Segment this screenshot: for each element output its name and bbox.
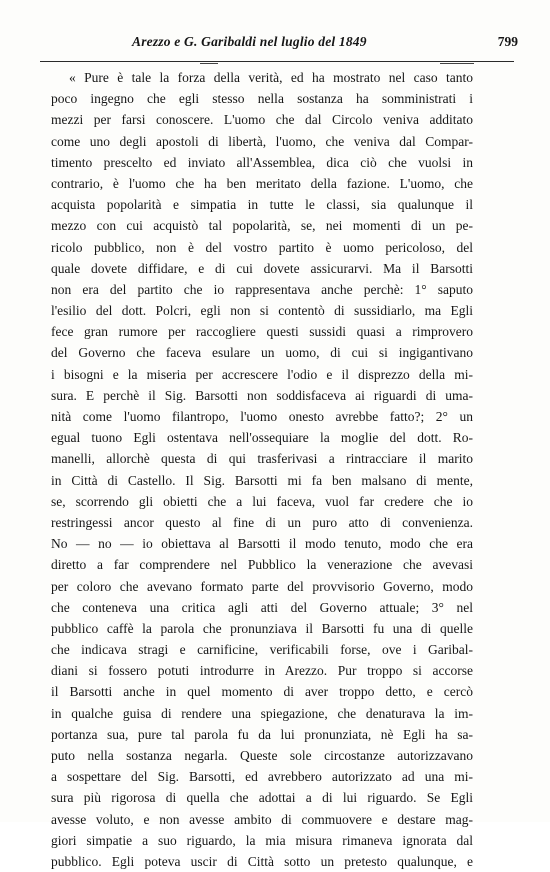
header-rule-mark (200, 63, 218, 64)
text-line: ricolo pubblico, non è del vostro partito è uomo pericoloso, del (51, 239, 473, 255)
text-line: giori simpatie a suo riguardo, la mia misura rimaneva ignorata dal (51, 832, 473, 848)
text-line: contrario, è l'uomo che ha ben meritato della fazione. L'uomo, che (51, 175, 473, 191)
text-line: puto nella sostanza negarla. Queste sole circostanze autorizzavano (51, 748, 473, 763)
text-line: sura. E perchè il Sig. Barsotti non soddisfaceva ai riguardi di uma- (51, 387, 473, 403)
text-line: l'esilio del dott. Polcri, egli non si contentò di sussidiarlo, ma Egli (51, 303, 473, 319)
text-line: che indicava stragi e carnificine, verificabili forse, ove i Garibal- (51, 642, 473, 658)
text-line: in Città di Castello. Il Sig. Barsotti mi fa ben malsano di mente, (51, 472, 473, 488)
text-line: sura più rigorosa di quella che adottai a di lui riguardo. Se Egli (51, 790, 473, 806)
text-line: timento prescelto ed inviato all'Assemblea, dica ciò che vuolsi in (51, 154, 473, 170)
text-line: avesse voluto, e non avesse ambito di commuovere e destare mag- (51, 811, 473, 827)
text-line: No — no — io obiettava al Barsotti il modo tenuto, modo che era (51, 536, 473, 552)
text-line: i bisogni e la miseria per accrescere l'odio e il disprezzo della mi- (51, 366, 473, 382)
text-line: in qualche guisa di rendere una spiegazione, che denaturava la im- (51, 705, 473, 721)
text-line: mezzo con cui acquistò tal popolarità, se, nei momenti di un pe- (51, 218, 473, 234)
text-line: come uno degli apostoli di libertà, l'uomo, che veniva dal Compar- (51, 133, 473, 149)
text-line: restringessi ancor questo al fine di un puro atto di convenienza. (51, 514, 473, 530)
page-number: 799 (497, 34, 518, 49)
text-line: diretto a far comprendere nel Pubblico la venerazione che avevasi (51, 557, 473, 573)
text-line: non era del partito che io rappresentava anche perchè: 1° saputo (51, 281, 473, 297)
text-line: diani si fossero potuti introdurre in Arezzo. Pur troppo si accorse (51, 663, 473, 679)
text-line: manelli, allorchè questa di qui trasferivasi a rintracciare il marito (51, 451, 473, 467)
running-head: Arezzo e G. Garibaldi nel luglio del 1849 (132, 34, 367, 49)
text-line: se, scorrendo gli obietti che a lui faceva, vuol far credere che io (51, 493, 473, 509)
text-line: mezzi per farsi conoscere. L'uomo che dal Circolo veniva additato (51, 112, 473, 128)
text-line: quale dovete diffidare, e di cui dovete assicurarvi. Ma il Barsotti (51, 260, 473, 276)
text-line: acquista popolarità e simpatia in tutte le classi, sia qualunque il (51, 197, 473, 213)
text-line: poco ingegno che egli stesso nella sostanza ha somministrati i (51, 91, 473, 107)
text-line: il Barsotti anche in quel momento di aver troppo detto, e cercò (51, 684, 473, 700)
text-line: che conteneva una critica agli atti del Governo attuale; 3° nel (51, 599, 473, 615)
text-line: fece gran rumore per raccogliere questi sussidi quasi a rimprovero (51, 324, 473, 340)
text-line: egual tuono Egli ostentava nell'ossequiare la moglie del dott. Ro- (51, 430, 473, 446)
text-line: pubblico. Egli poteva uscir di Città sotto un pretesto qualunque, e (51, 853, 473, 869)
text-line: per coloro che avevano formato parte del provvisorio Governo, modo (51, 578, 473, 594)
page-header (40, 34, 520, 56)
text-line: a sospettare del Sig. Barsotti, ed avrebbero autorizzato ad una mi- (51, 769, 473, 785)
text-line: « Pure è tale la forza della verità, ed ha mostrato nel caso tanto (69, 70, 473, 85)
text-line: portanza sua, pure tal parola fu da lui pronunziata, nè Egli ha sa- (51, 726, 473, 742)
header-rule (40, 61, 514, 62)
header-rule-mark (440, 63, 474, 64)
text-line: pubblico caffè la parola che pronunziava il Barsotti fu una di quelle (51, 620, 473, 636)
text-line: nità come l'uomo filantropo, l'uomo onesto avrebbe fatto?; 2° un (51, 409, 473, 424)
body-text (51, 67, 473, 872)
text-line: del Governo che faceva esulare un uomo, di cui si ingigantivano (51, 345, 473, 361)
